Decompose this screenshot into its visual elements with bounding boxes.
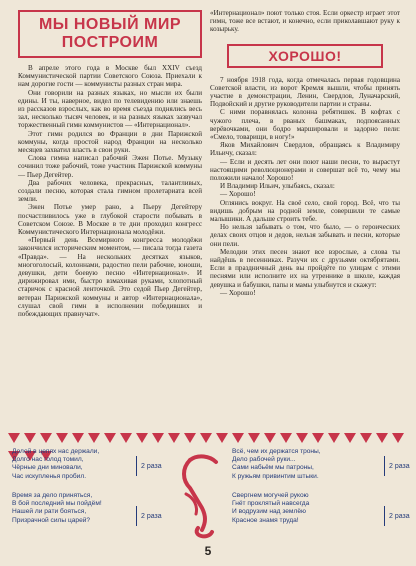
- right-top-text: «Интернационал» поют только стоя. Если оркестр играет этот гимн, тоже все встают, и конечно, если приколавшают руку к козырьку.: [210, 9, 400, 34]
- left-paragraph: Этот гимн родился во Франции в дни Парижской коммуны, когда простой народ Франции на несколько месяцев захватил власть в свои руки.: [18, 129, 202, 155]
- triangle-decoration-icon: [344, 433, 356, 443]
- lyrics-right-verse-2: [232, 492, 372, 525]
- repeat-marker: 2 раза: [384, 456, 410, 476]
- triangle-decoration-icon: [200, 433, 212, 443]
- lyric-line: Долго нас голод томил,: [12, 456, 84, 464]
- repeat-marker: 2 раза: [384, 506, 410, 526]
- right-paragraph: 7 ноября 1918 года, когда отмечалась первая годовщина Советской власти, из ворот Кремля вышли, чтобы принять участие в демонстрации, Ленин, Свердлов, Луначарский, Подвойский и другие руководители партии и страны.: [210, 75, 400, 109]
- triangle-decoration-icon: [264, 433, 276, 443]
- article-title-left: МЫ НОВЫЙ МИР ПОСТРОИМ: [18, 10, 202, 58]
- left-paragraph: В апреле этого года в Москве был XXIV съезд Коммунистической партии Советского Союза. Приехали к нам дорогие гости — коммунисты разных стран мира.: [18, 64, 202, 89]
- left-paragraph: Эжен Потье умер рано, а Пьеру Дегейтеру посчастливилось уже в глубокой старости побывать в Советском Союзе. В Москве в те дни проходил конгресс Коммунистического Интернационала молодёжи.: [18, 203, 202, 237]
- triangle-decoration-icon: [392, 433, 404, 443]
- triangle-decoration-icon: [136, 433, 148, 443]
- repeat-marker: 2 раза: [136, 456, 162, 476]
- left-column: [18, 10, 202, 318]
- lyric-line: Красное знамя труда!: [232, 516, 299, 524]
- triangle-decoration-icon: [152, 433, 164, 443]
- triangle-decoration-icon: [328, 433, 340, 443]
- repeat-marker: 2 раза: [136, 506, 162, 526]
- lyrics-left-verse-1: [12, 448, 142, 481]
- triangle-decoration-icon: [56, 433, 68, 443]
- triangle-decoration-icon: [104, 433, 116, 443]
- lyric-line: И водрузим над землёю: [232, 508, 306, 516]
- triangle-decoration-icon: [120, 433, 132, 443]
- lyric-line: Всё, чем их держатся троны,: [232, 448, 321, 455]
- lyric-line: Гнёт проклятый навсегда: [232, 500, 310, 508]
- lyric-line: Долой в цепях нас держали,: [12, 448, 100, 455]
- right-paragraph: — Хорошо!: [220, 190, 256, 199]
- triangle-decoration-icon: [8, 433, 20, 443]
- triangle-decoration-icon: [40, 433, 52, 443]
- right-column: [210, 10, 400, 297]
- lyric-line: Чёрные дни миновали,: [12, 464, 83, 472]
- triangle-decoration-icon: [168, 433, 180, 443]
- right-paragraph: — Если и десять лет они поют наши песни, то вырастут настоящими революционерами и совершат всё то, чему мы положили начало! Хорошо!: [210, 157, 400, 183]
- right-paragraph: И Владимир Ильич, улыбаясь, сказал:: [220, 182, 335, 191]
- lyrics-left-verse-2: [12, 492, 142, 525]
- lyric-line: Призрачной силы царей?: [12, 516, 91, 524]
- left-paragraph: «Первый день Всемирного конгресса молодёжи закончился историческим моментом, — писала тогда газета «Правда». — На нескольких десятках языков, многоголосый, колоннами, радостно пели рабочие, юноши, девушки, дети боевую песню «Интернационал». И дирижировал ими, быстро взмахивая руками, хлопотный старичок с красной ленточкой. Это седой Пьер Дегейтер, ветеран Парижской коммуны и автор «Интернационала», слушал свой гимн в исполнении победивших и побеждающих правнучат».: [18, 236, 202, 319]
- triangle-decoration-icon: [376, 433, 388, 443]
- right-paragraph: — Хорошо!: [220, 288, 256, 297]
- triangle-decoration-icon: [216, 433, 228, 443]
- triangle-decoration-icon: [184, 433, 196, 443]
- right-paragraph: Яков Михайлович Свердлов, обращаясь к Владимиру Ильичу, сказал:: [210, 141, 400, 158]
- triangle-decoration-icon: [248, 433, 260, 443]
- lyrics-right-verse-1: [232, 448, 372, 481]
- triangle-decoration-icon: [72, 433, 84, 443]
- left-article-text: [18, 64, 202, 318]
- lyric-line: В бой последний мы пойдём!: [12, 500, 102, 508]
- triangle-decoration-icon: [360, 433, 372, 443]
- left-paragraph: Два рабочих человека, прекрасных, талантливых, создали песню, которая стала гимном пролетариата всей земли.: [18, 178, 202, 204]
- triangle-decoration-icon: [232, 433, 244, 443]
- bugle-icon: [172, 450, 228, 542]
- left-paragraph: Они говорили на разных языках, но мысли их были едины. И ты, наверное, видел по телевидению или знаешь из рассказов взрослых, как во время съезда поднялись весь зал, несколько тысяч человек, и на разных языках зазвучал торжественный гимн коммунистов — «Интернационал».: [18, 88, 202, 130]
- page-number: 5: [204, 544, 212, 558]
- right-paragraph: Мелодии этих песен знают все взрослые, а слова ты найдёшь в песенниках. Разучи их с друзьями октябрятами. Если в праздничный день вы пройдёте по улицам с этими песнями или исполните их на утреннике в школе, каждая девушка и бабушки, папы и мамы улыбнутся и скажут:: [210, 247, 400, 289]
- triangle-decoration-icon: [24, 433, 36, 443]
- lyric-line: К ружьям привинтим штыки.: [232, 472, 319, 480]
- article-title-right: ХОРОШО!: [227, 44, 383, 68]
- decorative-triangle-divider: [8, 430, 408, 446]
- right-paragraph: С ними поравнялась колонна ребятишек. В кофтах с чужого плеча, в рваных башмаках, подпоясанных верёвочками, они бодро маршировали и задорно пели: «Смело, товарищи, в ногу!»: [210, 108, 400, 142]
- triangle-decoration-icon: [312, 433, 324, 443]
- triangle-decoration-icon: [296, 433, 308, 443]
- triangle-decoration-icon: [280, 433, 292, 443]
- lyric-line: Час искупленья пробил.: [12, 472, 87, 480]
- left-paragraph: Слова гимна написал рабочий Эжен Потье. Музыку сочинил тоже рабочий, тоже участник Парижской коммуны — Пьер Дегейтер.: [18, 154, 202, 179]
- lyric-line: Сами набьём мы патроны,: [232, 464, 314, 472]
- lyric-line: Нашей ли рати бояться,: [12, 508, 87, 516]
- lyric-line: Дело рабочей руки...: [232, 456, 296, 464]
- lyric-line: Время за дело приняться,: [12, 492, 93, 499]
- right-paragraph: Но нельзя забывать о том, что было, — о героических делах своих отцов и дедов, нельзя забывать и песни, которые они пели.: [210, 223, 400, 248]
- right-article-text: [210, 76, 400, 297]
- triangle-decoration-icon: [88, 433, 100, 443]
- lyric-line: Свергнем могучей рукою: [232, 492, 309, 499]
- right-paragraph: Оглянись вокруг. На своё село, свой город. Всё, что ты видишь добрым на родной земле, совершили те самые малышики. А дальше строить тебе.: [210, 198, 400, 224]
